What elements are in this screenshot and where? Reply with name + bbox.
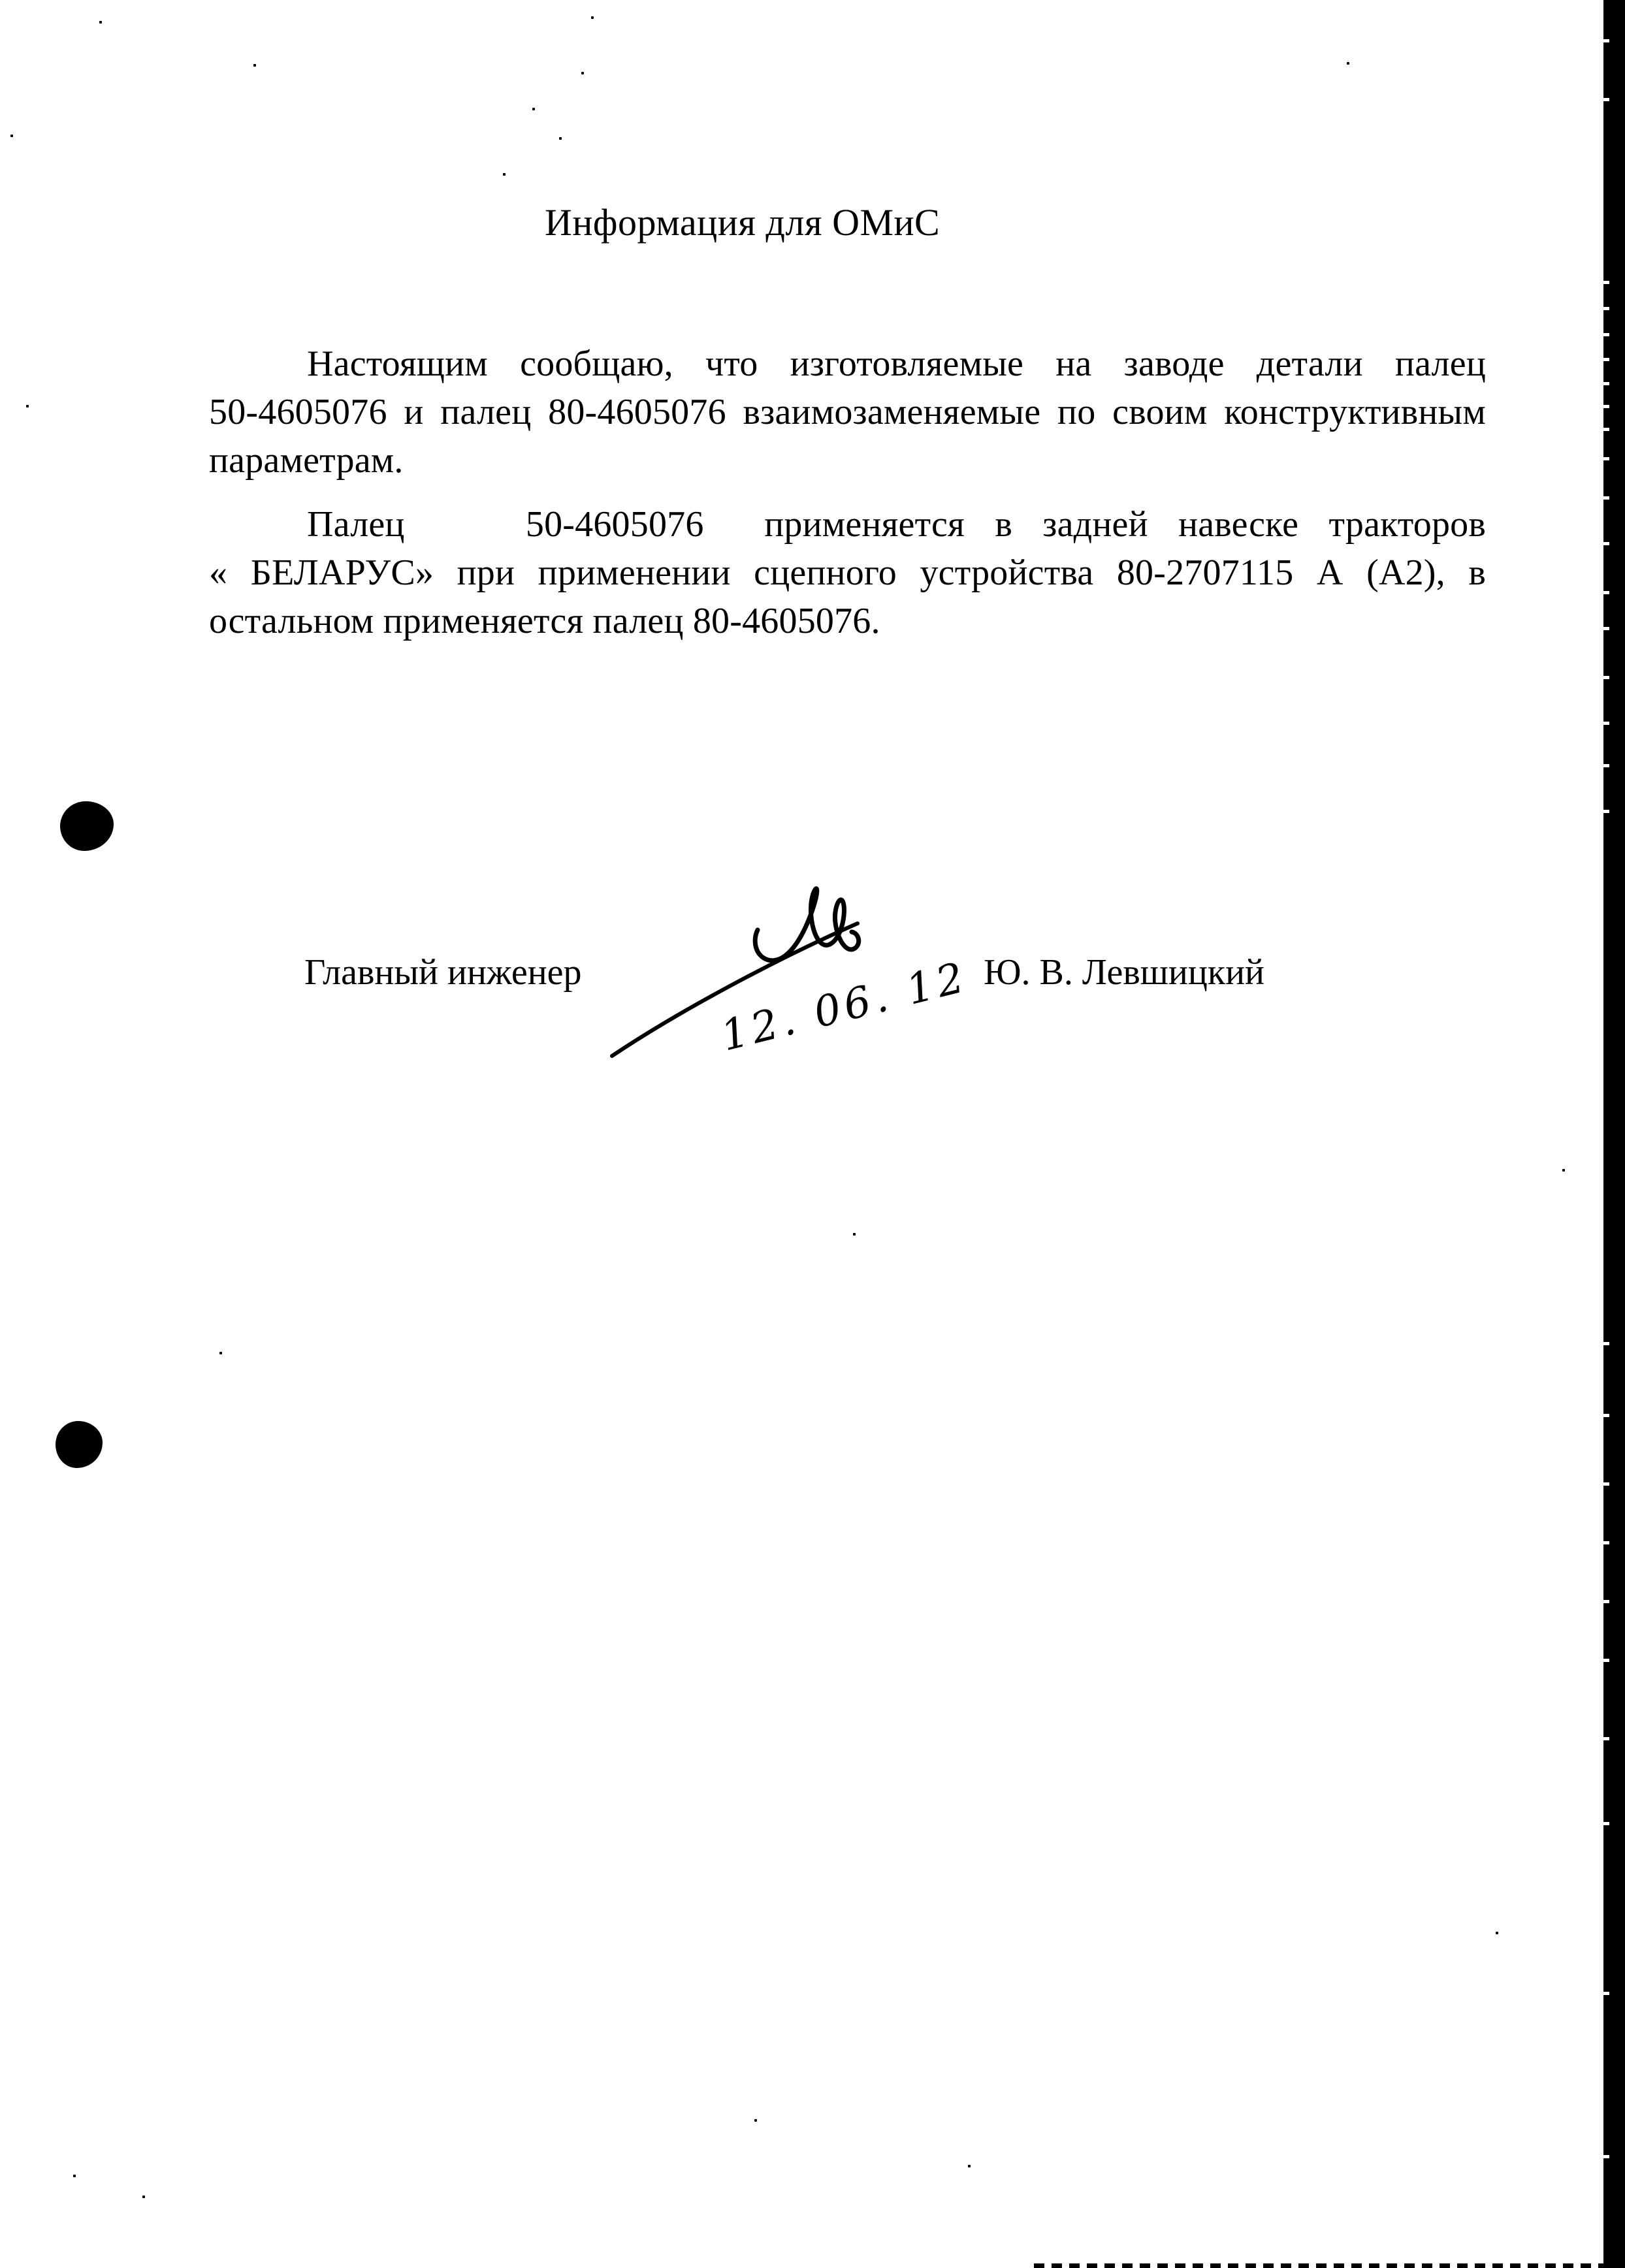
ink-blot bbox=[60, 801, 114, 851]
scan-speck bbox=[853, 1233, 856, 1236]
paragraph-1-line-3: параметрам. bbox=[209, 440, 404, 481]
paragraph-2-line-2: « БЕЛАРУС» при применении сцепного устройства 80-2707115 А (А2), в bbox=[209, 552, 1486, 593]
scan-speck bbox=[73, 2175, 76, 2177]
edge-bar-notch bbox=[1603, 542, 1609, 545]
scan-speck bbox=[968, 2165, 971, 2167]
edge-bar-notch bbox=[1603, 281, 1609, 284]
edge-bar-notch bbox=[1603, 457, 1609, 460]
edge-bar-notch bbox=[1603, 405, 1609, 408]
edge-bar-notch bbox=[1603, 1414, 1609, 1417]
edge-bar-notch bbox=[1603, 382, 1609, 385]
edge-bar-notch bbox=[1603, 333, 1609, 336]
right-edge-scan-artifact bbox=[1603, 0, 1625, 2268]
bottom-edge-scan-artifact bbox=[1034, 2263, 1603, 2268]
scan-speck bbox=[1347, 62, 1349, 65]
signoff-role: Главный инженер bbox=[304, 952, 582, 993]
edge-bar-notch bbox=[1603, 676, 1609, 679]
scan-speck bbox=[581, 72, 584, 74]
paragraph-2-line-3: остальном применяется палец 80-4605076. bbox=[209, 601, 880, 641]
edge-bar-notch bbox=[1603, 810, 1609, 813]
paragraph-1-line-1: Настоящим сообщаю, что изготовляемые на заводе детали палец bbox=[307, 343, 1486, 384]
scan-speck bbox=[754, 2119, 757, 2122]
edge-bar-notch bbox=[1603, 764, 1609, 767]
edge-bar-notch bbox=[1603, 307, 1609, 310]
edge-bar-notch bbox=[1603, 39, 1609, 42]
scan-speck bbox=[99, 21, 102, 24]
edge-bar-notch bbox=[1603, 1600, 1609, 1603]
scan-speck bbox=[591, 16, 594, 19]
edge-bar-notch bbox=[1603, 1342, 1609, 1345]
scan-speck bbox=[503, 173, 506, 176]
paragraph-2 bbox=[209, 500, 1486, 645]
edge-bar-notch bbox=[1603, 358, 1609, 361]
document-title: Информация для ОМиС bbox=[545, 201, 941, 244]
edge-bar-notch bbox=[1603, 722, 1609, 725]
edge-bar-notch bbox=[1603, 627, 1609, 630]
edge-bar-notch bbox=[1603, 428, 1609, 431]
scan-speck bbox=[219, 1352, 222, 1354]
edge-bar-notch bbox=[1603, 1992, 1609, 1995]
edge-bar-notch bbox=[1603, 1822, 1609, 1825]
edge-bar-notch bbox=[1603, 1737, 1609, 1740]
scan-speck bbox=[532, 108, 535, 110]
edge-bar-notch bbox=[1603, 1482, 1609, 1486]
scan-speck bbox=[142, 2196, 145, 2198]
edge-bar-notch bbox=[1603, 591, 1609, 594]
scan-speck bbox=[253, 64, 256, 67]
paragraph-1-line-2: 50-4605076 и палец 80-4605076 взаимозаменяемые по своим конструктивным bbox=[209, 392, 1486, 432]
edge-bar-notch bbox=[1603, 1541, 1609, 1544]
signature-date-handwritten: 12. 06. 12 bbox=[716, 953, 973, 1061]
edge-bar-notch bbox=[1603, 496, 1609, 500]
scan-speck bbox=[1496, 1932, 1498, 1934]
signoff-name: Ю. В. Левшицкий bbox=[984, 952, 1265, 993]
ink-blot bbox=[56, 1421, 103, 1468]
scan-speck bbox=[1562, 1169, 1565, 1172]
edge-bar-notch bbox=[1603, 2155, 1609, 2158]
scan-speck bbox=[10, 135, 13, 137]
scan-speck bbox=[26, 405, 29, 407]
scan-speck bbox=[559, 137, 562, 140]
edge-bar-notch bbox=[1603, 1659, 1609, 1662]
edge-bar-notch bbox=[1603, 98, 1609, 101]
paragraph-1 bbox=[209, 340, 1486, 485]
paragraph-2-line-1: Палец 50-4605076 применяется в задней навеске тракторов bbox=[307, 504, 1486, 545]
